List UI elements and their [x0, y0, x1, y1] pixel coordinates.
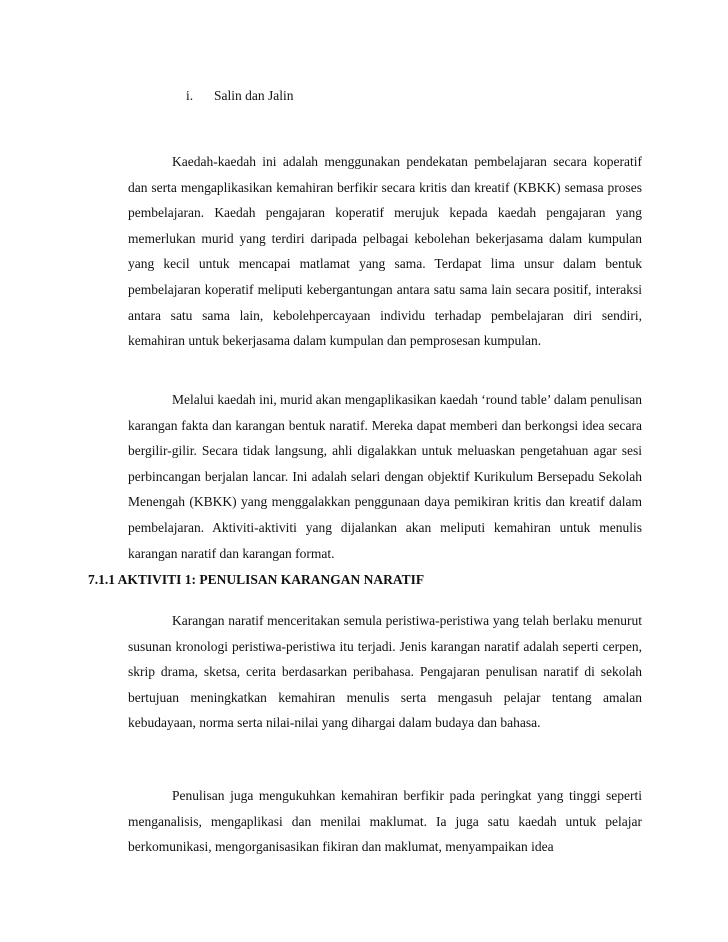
list-item-title: Salin dan Jalin [214, 88, 294, 103]
list-marker: i. [186, 88, 194, 103]
paragraph-penulisan: Penulisan juga mengukuhkan kemahiran berfikir pada peringkat yang tinggi seperti menganalisis, mengaplikasi dan menilai maklumat. Ia juga satu kaedah untuk pelajar berkomunikasi, mengorganisasikan fikiran dan maklumat, menyampaikan idea [128, 788, 642, 855]
section-heading: 7.1.1 AKTIVITI 1: PENULISAN KARANGAN NARATIF [88, 572, 425, 587]
paragraph-round-table: Melalui kaedah ini, murid akan mengaplikasikan kaedah ‘round table’ dalam penulisan karangan fakta dan karangan bentuk naratif. Mereka dapat memberi dan berkongsi idea secara bergilir-gilir. Secara tidak langsung, ahli digalakkan untuk meluaskan pengetahuan agar sesi perbincangan berjalan lancar. Ini adalah selari dengan objektif Kurikulum Bersepadu Sekolah Menengah (KBKK) yang menggalakkan penggunaan daya pemikiran kritis dan kreatif dalam pembelajaran. Aktiviti-aktiviti yang dijalankan akan meliputi kemahiran untuk menulis karangan naratif dan karangan format. [128, 392, 642, 561]
paragraph-kaedah-koperatif: Kaedah-kaedah ini adalah menggunakan pendekatan pembelajaran secara koperatif dan serta mengaplikasikan kemahiran berfikir secara kritis dan kreatif (KBKK) semasa proses pembelajaran. Kaedah pengajaran koperatif merujuk kepada kaedah pengajaran yang memerlukan murid yang terdiri daripada pelbagai kebolehan bekerjasama dalam kumpulan yang kecil untuk mencapai matlamat yang sama. Terdapat lima unsur dalam bentuk pembelajaran koperatif meliputi kebergantungan antara satu sama lain secara positif, interaksi antara satu sama lain, kebolehpercayaan individu terhadap pembelajaran diri sendiri, kemahiran untuk bekerjasama dalam kumpulan dan pemprosesan kumpulan. [128, 154, 642, 349]
paragraph-karangan-naratif: Karangan naratif menceritakan semula peristiwa-peristiwa yang telah berlaku menurut susunan kronologi peristiwa-peristiwa itu terjadi. Jenis karangan naratif adalah seperti cerpen, skrip drama, sketsa, cerita berdasarkan peribahasa. Pengajaran penulisan naratif di sekolah bertujuan meningkatkan kemahiran menulis serta mengasuh pelajar tentang amalan kebudayaan, norma serta nilai-nilai yang dihargai dalam budaya dan bahasa. [128, 613, 642, 731]
list-item-salin-dan-jalin [186, 86, 294, 106]
